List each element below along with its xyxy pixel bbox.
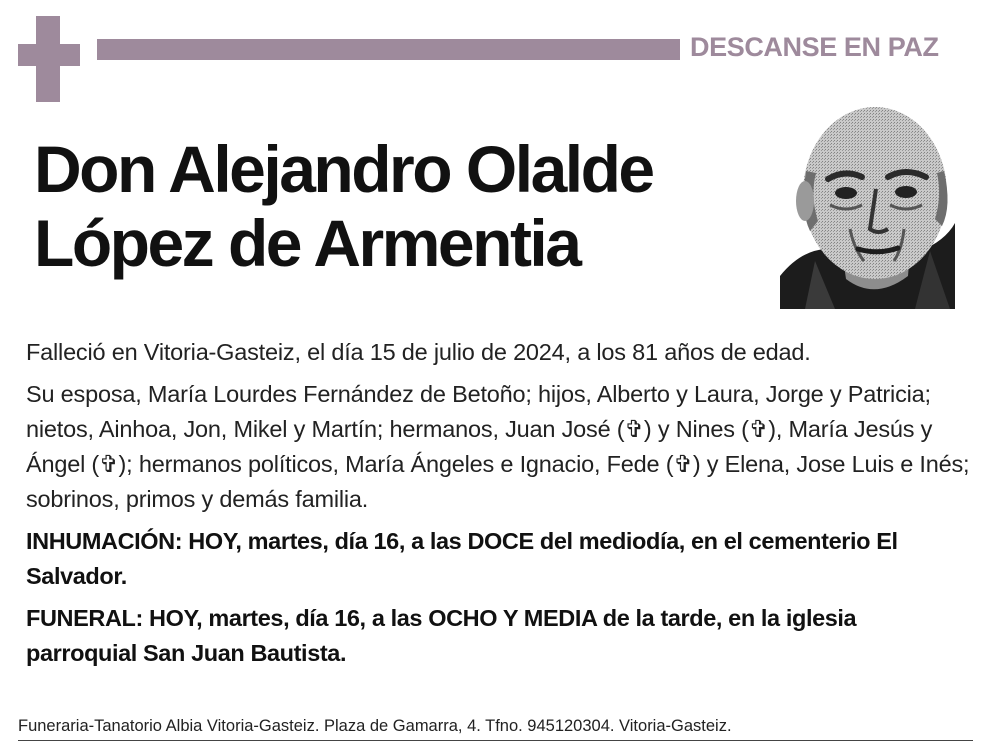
burial-paragraph: INHUMACIÓN: HOY, martes, día 16, a las DOCE del mediodía, en el cementerio El Salvador.	[26, 528, 898, 589]
deceased-name-line1: Don Alejandro Olalde	[34, 132, 653, 206]
death-line: Falleció en Vitoria-Gasteiz, el día 15 de julio de 2024, a los 81 años de edad.	[26, 339, 811, 365]
notice-body	[26, 335, 971, 678]
latin-cross-icon	[18, 16, 80, 102]
header-rule	[97, 39, 680, 60]
deceased-name	[34, 132, 774, 280]
family-paragraph: Su esposa, María Lourdes Fernández de Betoño; hijos, Alberto y Laura, Jorge y Patricia; nietos, Ainhoa, Jon, Mikel y Martín; hermanos, Juan José (✞) y Nines (✞), María Jesús y Ángel (✞); hermanos políticos, María Ángeles e Ignacio, Fede (✞) y Elena, Jose Luis e Inés; sobrinos, primos y demás familia.	[26, 381, 970, 512]
footer-rule	[18, 740, 973, 741]
portrait-photo	[780, 101, 955, 309]
descanse-en-paz-label: DESCANSE EN PAZ	[690, 32, 939, 62]
deceased-name-line2: López de Armentia	[34, 206, 580, 280]
funeral-paragraph: FUNERAL: HOY, martes, día 16, a las OCHO Y MEDIA de la tarde, en la iglesia parroquial San Juan Bautista.	[26, 605, 857, 666]
funeral-home-footer: Funeraria-Tanatorio Albia Vitoria-Gasteiz. Plaza de Gamarra, 4. Tfno. 945120304. Vitoria-Gasteiz.	[18, 717, 732, 735]
